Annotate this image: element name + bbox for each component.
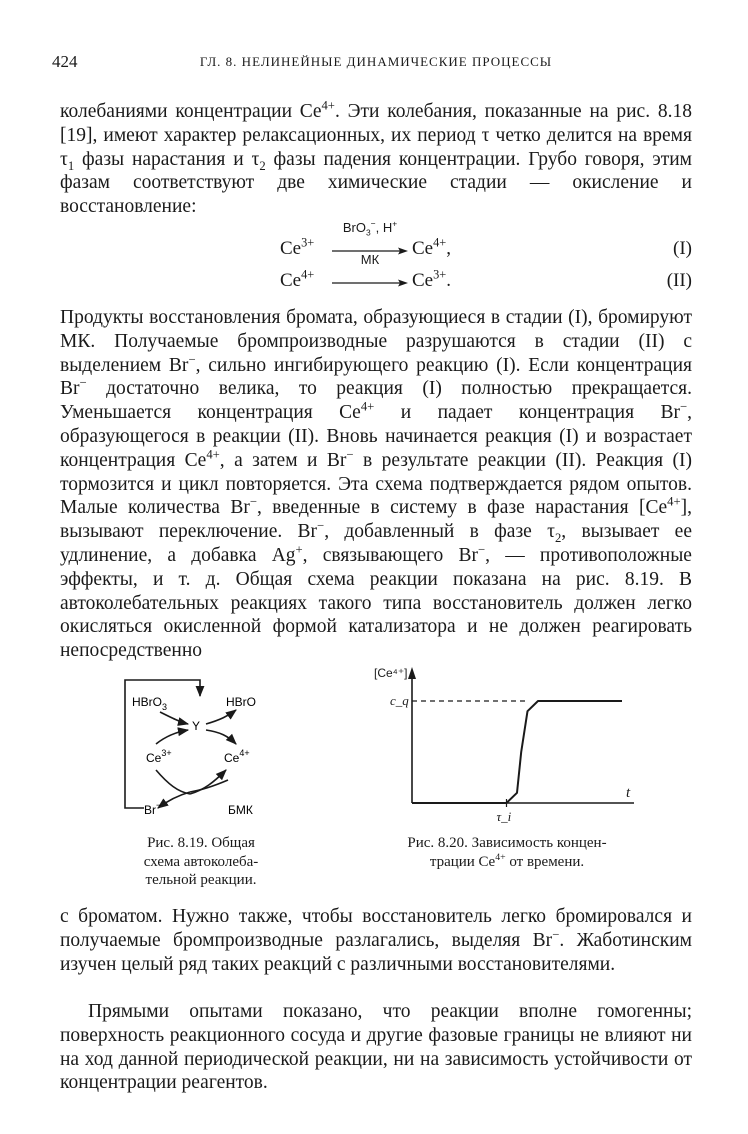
y-axis-label: [Ce⁴⁺] bbox=[374, 666, 408, 680]
reaction-2-condition: МК bbox=[360, 252, 380, 267]
x-axis-label: t bbox=[626, 785, 631, 801]
label-br: Br− bbox=[144, 800, 162, 817]
caption-820-line-1: Рис. 8.20. Зависимость концен- bbox=[407, 835, 607, 851]
ce3-arc-arrow-icon bbox=[156, 770, 190, 794]
hbro3-to-y-arrow-icon bbox=[160, 712, 188, 724]
label-y: Y bbox=[192, 719, 201, 733]
label-ce4: $Ce^{4+}$ bbox=[224, 748, 250, 765]
figure-8-20-caption bbox=[372, 834, 642, 871]
label-ce3: $Ce^{3+}$ bbox=[146, 748, 172, 765]
y-to-ce4-arrow-icon bbox=[206, 730, 236, 744]
y-to-hbro-arrow-icon bbox=[206, 710, 236, 724]
ce4-arc-arrow-icon bbox=[190, 780, 228, 792]
caption-819-line-2: схема автоколеба- bbox=[143, 853, 259, 870]
running-title: ГЛ. 8. НЕЛИНЕЙНЫЕ ДИНАМИЧЕСКИЕ ПРОЦЕССЫ bbox=[199, 54, 553, 69]
reaction-2-number: (II) bbox=[666, 270, 692, 291]
caption-819-line-1: Рис. 8.19. Общая bbox=[147, 835, 255, 851]
y-axis-arrow-icon bbox=[408, 667, 416, 679]
reaction-2-arrow-icon bbox=[332, 278, 408, 288]
paragraph-4: Прямыми опытами показано, что реакции вполне гомогенны; поверхность реакционного сосуда и другие фазовые границы не влияют ни на ход данной периодической реакции, ни на зависимость устойчивости от концентрации реагентов. bbox=[60, 1001, 692, 1094]
paragraph-3: с броматом. Нужно также, чтобы восстановитель легко бромировался и получаемые бромпроизводные разлагались, выделяя Br−. Жаботинским изучен целый ряд таких реакций с различными восстановителями. bbox=[60, 906, 692, 975]
figure-8-19-diagram bbox=[110, 670, 290, 830]
page-number: 424 bbox=[52, 52, 78, 71]
page-header bbox=[52, 52, 700, 72]
cq-marker-label: c_q bbox=[390, 693, 409, 708]
reaction-1-product: $Ce^{4+}$, bbox=[412, 235, 451, 259]
reaction-2-reactant: $Ce^{4+}$ bbox=[280, 267, 315, 291]
ce3-to-y-arrow-icon bbox=[156, 730, 188, 744]
reaction-1-condition: BrO$_3$−, H+ bbox=[342, 218, 398, 238]
reaction-1-number: (I) bbox=[673, 238, 692, 259]
reaction-2-product: $Ce^{3+}$. bbox=[412, 267, 451, 291]
caption-820-line-2: трации $Ce^{4+}$ от времени. bbox=[429, 851, 585, 870]
label-bmk: БМК bbox=[228, 803, 253, 817]
caption-819-line-3: тельной реакции. bbox=[145, 872, 257, 888]
tau-marker-label: τ_i bbox=[496, 809, 512, 824]
paragraph-1: колебаниями концентрации $Ce^{4+}$. Эти колебания, показанные на рис. 8.18 [19], имеют характер релаксационных, их период τ четко делится на время $\tau_1$ фазы нарастания и $\tau_2$ фазы падения концентрации. Грубо говоря, этим фазам соответствуют две химические стадии — окисление и восстановление: bbox=[60, 98, 692, 218]
reaction-1-reactant: $Ce^{3+}$ bbox=[280, 235, 315, 259]
label-hbro: HBrO bbox=[226, 695, 256, 709]
label-hbro3: HBrO$_3$ bbox=[132, 695, 168, 712]
lower-arc-to-br-arrow-icon bbox=[158, 792, 190, 808]
paragraph-2: Продукты восстановления бромата, образующиеся в стадии (I), бромируют МК. Получаемые бромпроизводные разрушаются в стадии (II) с выделением Br−, сильно ингибирующего реакцию (I). Если концентрация Br− достаточно велика, то реакция (I) полностью прекращается. Уменьшается концентрация $Ce^{4+}$ и падает концентрация Br−, образующегося в реакции (II). Вновь начинается реакция (I) и возрастает концентрация $Ce^{4+}$, а затем и Br− в результате реакции (II). Реакция (I) тормозится и цикл повторяется. Эта схема подтверждается рядом опытов. Малые количества Br−, введенные в систему в фазе нарастания $[Ce^{4+}]$, вызывают переключение. Br−, добавленный в фазе $\tau_2$, вызывает ее удлинение, а добавка Ag+, связывающего Br−, — противоположные эффекты, и т. д. Общая схема реакции показана на рис. 8.19. В автоколебательных реакциях такого типа восстановитель должен легко окисляться окисленной формой катализатора и не должен реагировать непосредственно bbox=[60, 307, 692, 662]
ce4-concentration-curve bbox=[412, 701, 622, 803]
reaction-2 bbox=[280, 252, 692, 294]
figure-8-19-caption bbox=[108, 834, 294, 890]
figure-8-20-chart bbox=[360, 655, 640, 825]
